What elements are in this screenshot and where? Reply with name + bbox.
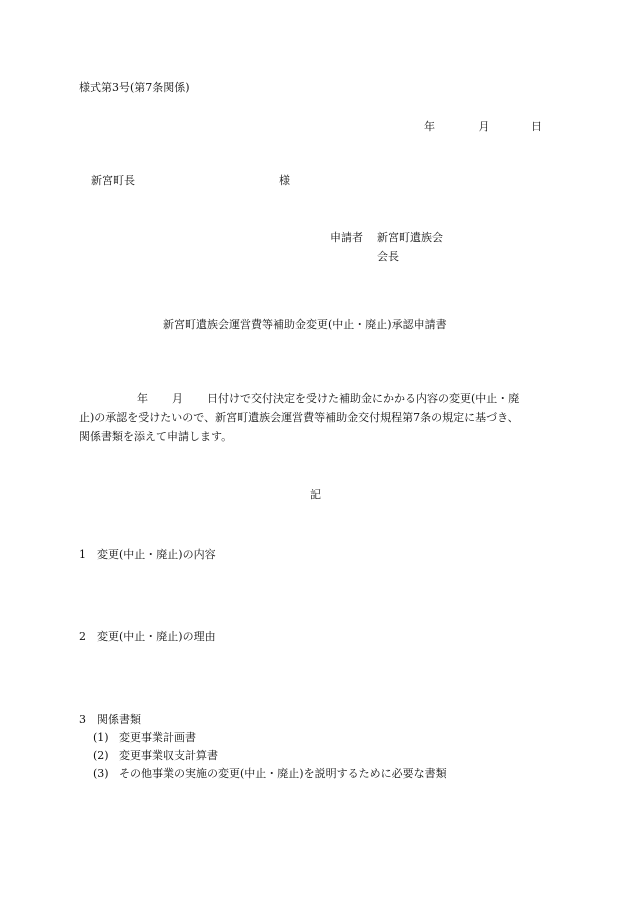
document-list-label: その他事業の実施の変更(中止・廃止)を説明するために必要な書類 (119, 767, 447, 780)
document-list-label: 変更事業収支計算書 (119, 749, 218, 762)
document-list-item (93, 732, 196, 743)
document-list-number: (2) (93, 749, 109, 762)
document-list-item (93, 750, 218, 761)
section-heading (79, 549, 216, 560)
addressee-honorific: 様 (279, 174, 290, 187)
body-line-2: 止)の承認を受けたいので、新宮町遺族会運営費等補助金交付規程第7条の規定に基づき、 (79, 411, 519, 424)
applicant-label: 申請者 (330, 231, 363, 244)
date-month-label: 月 (478, 120, 490, 133)
applicant-organization: 新宮町遺族会 (377, 231, 443, 244)
form-number: 様式第3号(第7条関係) (79, 81, 190, 94)
applicant-title: 会長 (377, 250, 399, 263)
ki-heading: 記 (310, 488, 321, 501)
document-list-item (93, 768, 447, 779)
body-year-label: 年 (137, 392, 148, 405)
date-day-label: 日 (531, 120, 542, 133)
body-line-3: 関係書類を添えて申請します。 (79, 430, 233, 443)
section-label: 関係書類 (97, 713, 141, 726)
section-heading (79, 631, 216, 642)
section-number: 3 (79, 713, 86, 726)
body-line-1-text: 日付けで交付決定を受けた補助金にかかる内容の変更(中止・廃 (207, 392, 520, 405)
body-line-1 (79, 389, 549, 408)
section-label: 変更(中止・廃止)の内容 (97, 548, 216, 561)
date-year-label: 年 (424, 120, 435, 133)
section-number: 2 (79, 630, 86, 643)
section-heading (79, 714, 141, 725)
section-number: 1 (79, 548, 86, 561)
document-list-number: (1) (93, 731, 109, 744)
document-title: 新宮町遺族会運営費等補助金変更(中止・廃止)承認申請書 (163, 318, 447, 331)
addressee-name: 新宮町長 (91, 174, 135, 187)
document-list-number: (3) (93, 767, 109, 780)
body-paragraph (79, 389, 549, 446)
body-month-label: 月 (172, 392, 183, 405)
date-line (424, 121, 542, 132)
section-label: 変更(中止・廃止)の理由 (97, 630, 216, 643)
document-list-label: 変更事業計画書 (119, 731, 196, 744)
